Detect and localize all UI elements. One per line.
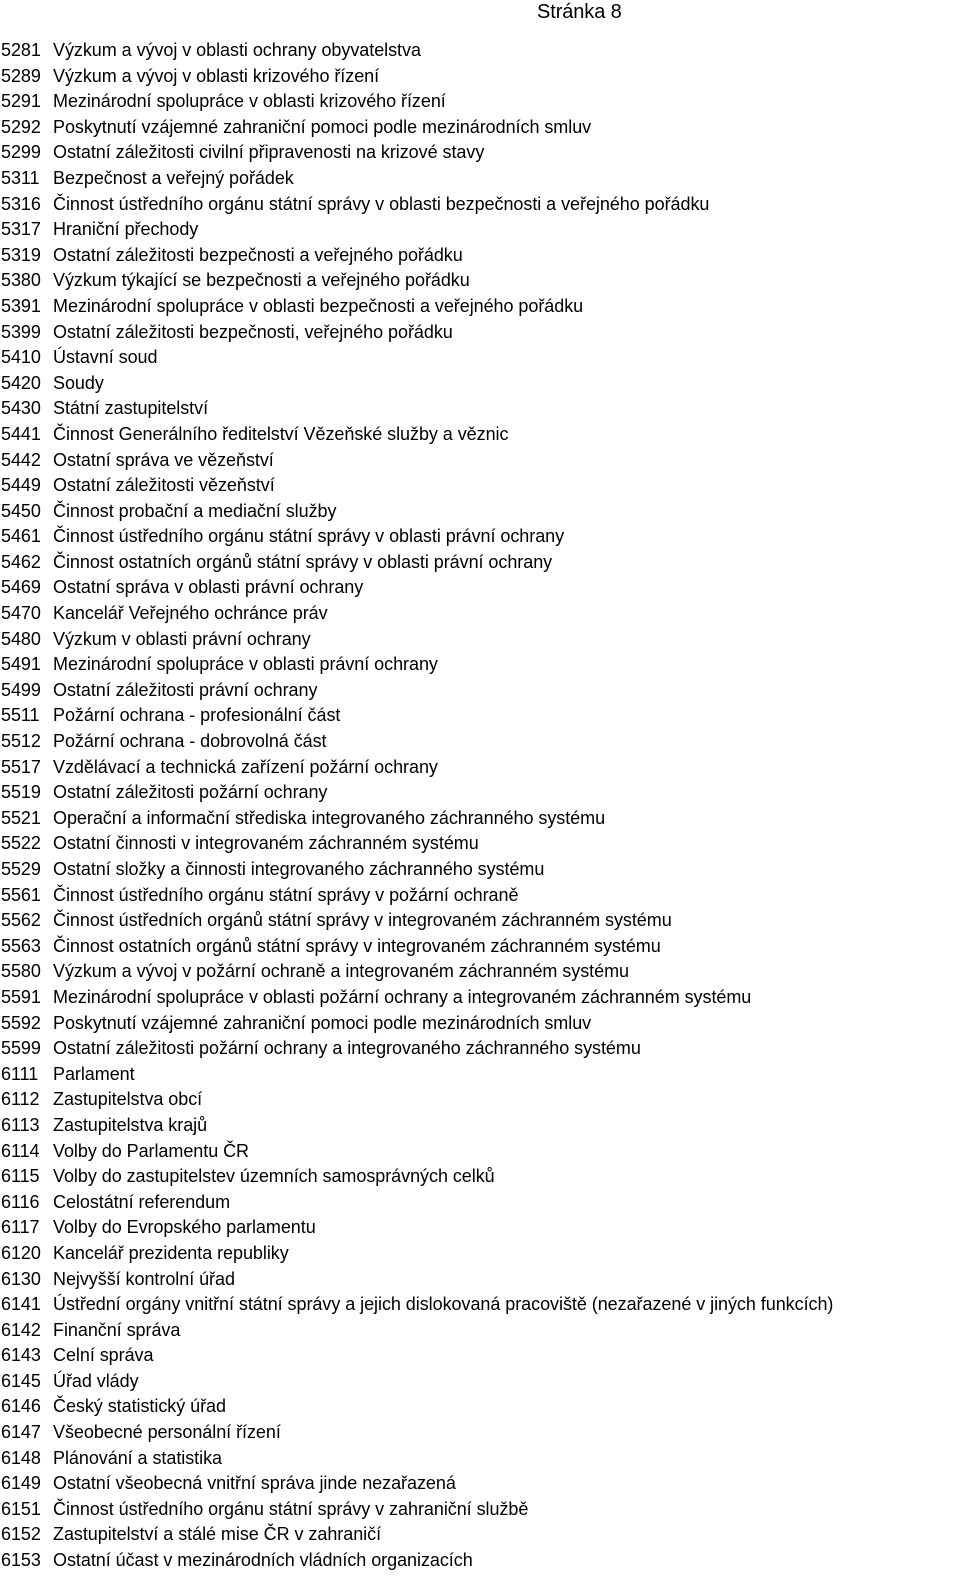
entry-code: 5442 — [1, 449, 41, 470]
list-item — [1, 1548, 959, 1574]
entry-code: 6130 — [1, 1268, 41, 1289]
entry-code: 5519 — [1, 782, 41, 803]
list-item — [1, 857, 959, 883]
entry-name: Ostatní činnosti v integrovaném záchranném systému — [53, 833, 479, 854]
list-item — [1, 1267, 959, 1293]
entry-name: Činnost ostatních orgánů státní správy v integrovaném záchranném systému — [53, 935, 661, 956]
entry-name: Zastupitelství a stálé mise ČR v zahraničí — [53, 1524, 382, 1545]
entry-code: 6142 — [1, 1319, 41, 1340]
list-item — [1, 703, 959, 729]
entry-name: Operační a informační střediska integrovaného záchranného systému — [53, 807, 606, 828]
entry-code: 5592 — [1, 1012, 41, 1033]
entry-code: 5599 — [1, 1038, 41, 1059]
entry-name: Činnost Generálního ředitelství Vězeňské služby a věznic — [53, 423, 509, 444]
entry-code: 5450 — [1, 500, 41, 521]
entry-name: Poskytnutí vzájemné zahraniční pomoci podle mezinárodních smluv — [53, 1012, 592, 1033]
entry-name: Ostatní správa ve vězeňství — [53, 449, 274, 470]
entry-name: Finanční správa — [53, 1319, 181, 1340]
entry-name: Mezinárodní spolupráce v oblasti požární ochrany a integrovaném záchranném systému — [53, 986, 752, 1007]
classification-list — [1, 38, 959, 1574]
list-item — [1, 1036, 959, 1062]
entry-name: Činnost ústředního orgánu státní správy v oblasti bezpečnosti a veřejného pořádku — [53, 193, 710, 214]
entry-name: Mezinárodní spolupráce v oblasti právní ochrany — [53, 654, 438, 675]
list-item — [1, 1471, 959, 1497]
list-item — [1, 38, 959, 64]
entry-code: 5391 — [1, 295, 41, 316]
list-item — [1, 268, 959, 294]
list-item — [1, 780, 959, 806]
entry-code: 5521 — [1, 807, 41, 828]
list-item — [1, 831, 959, 857]
entry-code: 5420 — [1, 372, 41, 393]
entry-code: 6113 — [1, 1114, 40, 1135]
entry-code: 5462 — [1, 551, 41, 572]
entry-code: 6117 — [1, 1217, 40, 1238]
entry-name: Ostatní správa v oblasti právní ochrany — [53, 577, 364, 598]
entry-code: 5563 — [1, 935, 41, 956]
list-item — [1, 524, 959, 550]
entry-code: 5449 — [1, 475, 41, 496]
list-item — [1, 1497, 959, 1523]
entry-name: Úřad vlády — [53, 1370, 139, 1391]
list-item — [1, 320, 959, 346]
list-item — [1, 1062, 959, 1088]
list-item — [1, 755, 959, 781]
entry-name: Hraniční přechody — [53, 219, 199, 240]
entry-code: 5461 — [1, 526, 41, 547]
list-item — [1, 64, 959, 90]
entry-name: Požární ochrana - profesionální část — [53, 705, 341, 726]
entry-name: Ostatní záležitosti právní ochrany — [53, 679, 318, 700]
entry-name: Bezpečnost a veřejný pořádek — [53, 167, 294, 188]
entry-code: 5291 — [1, 91, 41, 112]
list-item — [1, 448, 959, 474]
entry-code: 5580 — [1, 961, 41, 982]
entry-name: Volby do Evropského parlamentu — [53, 1217, 316, 1238]
entry-code: 5561 — [1, 884, 41, 905]
entry-code: 5319 — [1, 244, 41, 265]
entry-name: Výzkum a vývoj v požární ochraně a integrovaném záchranném systému — [53, 961, 629, 982]
list-item — [1, 1139, 959, 1165]
entry-code: 6116 — [1, 1191, 40, 1212]
list-item — [1, 115, 959, 141]
entry-code: 5317 — [1, 219, 41, 240]
entry-name: Parlament — [53, 1063, 135, 1084]
entry-code: 5399 — [1, 321, 41, 342]
list-item — [1, 1087, 959, 1113]
entry-code: 6152 — [1, 1524, 41, 1545]
list-item — [1, 652, 959, 678]
entry-name: Zastupitelstva obcí — [53, 1089, 203, 1110]
entry-code: 6153 — [1, 1550, 41, 1571]
list-item — [1, 217, 959, 243]
entry-name: Volby do zastupitelstev územních samosprávných celků — [53, 1166, 495, 1187]
entry-name: Volby do Parlamentu ČR — [53, 1140, 250, 1161]
list-item — [1, 1522, 959, 1548]
list-item — [1, 1190, 959, 1216]
entry-code: 6112 — [1, 1089, 40, 1110]
entry-code: 5491 — [1, 654, 41, 675]
entry-name: Ostatní účast v mezinárodních vládních organizacích — [53, 1550, 473, 1571]
entry-code: 5292 — [1, 116, 41, 137]
list-item — [1, 140, 959, 166]
list-item — [1, 1420, 959, 1446]
entry-code: 5441 — [1, 423, 41, 444]
list-item — [1, 678, 959, 704]
list-item — [1, 1394, 959, 1420]
entry-name: Celní správa — [53, 1345, 154, 1366]
entry-name: Činnost ústředního orgánu státní správy v zahraniční službě — [53, 1498, 529, 1519]
entry-name: Výzkum a vývoj v oblasti krizového řízení — [53, 65, 380, 86]
entry-code: 5529 — [1, 859, 41, 879]
entry-code: 6145 — [1, 1370, 41, 1391]
entry-name: Požární ochrana - dobrovolná část — [53, 731, 327, 752]
entry-code: 5470 — [1, 603, 41, 624]
entry-name: Ostatní záležitosti vězeňství — [53, 475, 275, 496]
entry-code: 5316 — [1, 193, 41, 214]
list-item — [1, 1215, 959, 1241]
entry-name: Kancelář prezidenta republiky — [53, 1242, 289, 1263]
list-item — [1, 166, 959, 192]
list-item — [1, 959, 959, 985]
page-number-label: Stránka 8 — [537, 1, 622, 23]
entry-code: 5522 — [1, 833, 41, 854]
entry-code: 6151 — [1, 1498, 41, 1519]
list-item — [1, 192, 959, 218]
entry-code: 6111 — [1, 1063, 39, 1084]
entry-name: Ústřední orgány vnitřní státní správy a jejich dislokovaná pracoviště (nezařazené v jiných funkcích) — [53, 1294, 834, 1315]
entry-name: Zastupitelstva krajů — [53, 1114, 208, 1135]
list-item — [1, 1369, 959, 1395]
entry-name: Kancelář Veřejného ochránce práv — [53, 603, 328, 624]
entry-code: 5289 — [1, 65, 41, 86]
entry-code: 6141 — [1, 1294, 41, 1315]
entry-code: 5512 — [1, 731, 41, 752]
entry-name: Ostatní záležitosti bezpečnosti a veřejného pořádku — [53, 244, 463, 265]
entry-code: 5430 — [1, 398, 41, 419]
entry-name: Český statistický úřad — [53, 1396, 226, 1417]
entry-name: Vzdělávací a technická zařízení požární ochrany — [53, 756, 438, 777]
entry-code: 5311 — [1, 167, 40, 188]
entry-name: Nejvyšší kontrolní úřad — [53, 1268, 235, 1289]
entry-name: Mezinárodní spolupráce v oblasti bezpečnosti a veřejného pořádku — [53, 295, 584, 316]
entry-code: 5299 — [1, 142, 41, 163]
entry-name: Ostatní složky a činnosti integrovaného záchranného systému — [53, 859, 545, 879]
list-item — [1, 806, 959, 832]
list-item — [1, 1011, 959, 1037]
entry-code: 6148 — [1, 1447, 41, 1468]
entry-code: 5499 — [1, 679, 41, 700]
entry-code: 6114 — [1, 1140, 40, 1161]
list-item — [1, 1113, 959, 1139]
entry-name: Činnost ústředního orgánu státní správy v požární ochraně — [53, 884, 519, 905]
list-item — [1, 934, 959, 960]
entry-code: 5562 — [1, 910, 41, 931]
list-item — [1, 499, 959, 525]
entry-name: Činnost ostatních orgánů státní správy v oblasti právní ochrany — [53, 551, 553, 572]
list-item — [1, 550, 959, 576]
entry-name: Činnost probační a mediační služby — [53, 500, 337, 521]
entry-name: Mezinárodní spolupráce v oblasti krizového řízení — [53, 91, 446, 112]
list-item — [1, 985, 959, 1011]
entry-name: Ostatní záležitosti požární ochrany — [53, 782, 328, 803]
entry-code: 6146 — [1, 1396, 41, 1417]
list-item — [1, 601, 959, 627]
entry-name: Celostátní referendum — [53, 1191, 231, 1212]
list-item — [1, 1343, 959, 1369]
entry-name: Všeobecné personální řízení — [53, 1422, 281, 1443]
entry-code: 5281 — [1, 40, 41, 60]
entry-name: Poskytnutí vzájemné zahraniční pomoci podle mezinárodních smluv — [53, 116, 592, 137]
entry-name: Činnost ústředního orgánu státní správy v oblasti právní ochrany — [53, 526, 565, 547]
entry-code: 5469 — [1, 577, 41, 598]
entry-name: Ostatní záležitosti požární ochrany a integrovaného záchranného systému — [53, 1038, 641, 1059]
list-item — [1, 1318, 959, 1344]
list-item — [1, 883, 959, 909]
entry-name: Státní zastupitelství — [53, 398, 209, 419]
list-item — [1, 729, 959, 755]
list-item — [1, 294, 959, 320]
list-item — [1, 1241, 959, 1267]
list-item — [1, 371, 959, 397]
list-item — [1, 396, 959, 422]
entry-name: Výzkum a vývoj v oblasti ochrany obyvatelstva — [53, 40, 421, 60]
entry-code: 6115 — [1, 1166, 40, 1187]
entry-name: Plánování a statistika — [53, 1447, 222, 1468]
list-item — [1, 908, 959, 934]
list-item — [1, 422, 959, 448]
entry-code: 6120 — [1, 1242, 41, 1263]
list-item — [1, 627, 959, 653]
list-item — [1, 243, 959, 269]
entry-name: Soudy — [53, 372, 104, 393]
entry-name: Ústavní soud — [53, 347, 158, 368]
list-item — [1, 89, 959, 115]
list-item — [1, 1164, 959, 1190]
list-item — [1, 1292, 959, 1318]
entry-code: 6149 — [1, 1473, 41, 1494]
entry-name: Ostatní záležitosti civilní připravenosti na krizové stavy — [53, 142, 485, 163]
entry-code: 5517 — [1, 756, 41, 777]
list-item — [1, 575, 959, 601]
list-item — [1, 345, 959, 371]
entry-name: Výzkum v oblasti právní ochrany — [53, 628, 311, 649]
entry-name: Činnost ústředních orgánů státní správy v integrovaném záchranném systému — [53, 910, 672, 931]
entry-code: 6147 — [1, 1422, 41, 1443]
entry-name: Ostatní všeobecná vnitřní správa jinde nezařazená — [53, 1473, 456, 1494]
list-item — [1, 1446, 959, 1472]
entry-name: Ostatní záležitosti bezpečnosti, veřejného pořádku — [53, 321, 453, 342]
entry-code: 5480 — [1, 628, 41, 649]
entry-code: 6143 — [1, 1345, 41, 1366]
entry-name: Výzkum týkající se bezpečnosti a veřejného pořádku — [53, 270, 470, 291]
entry-code: 5380 — [1, 270, 41, 291]
entry-code: 5511 — [1, 705, 40, 726]
entry-code: 5591 — [1, 986, 41, 1007]
list-item — [1, 473, 959, 499]
entry-code: 5410 — [1, 347, 41, 368]
